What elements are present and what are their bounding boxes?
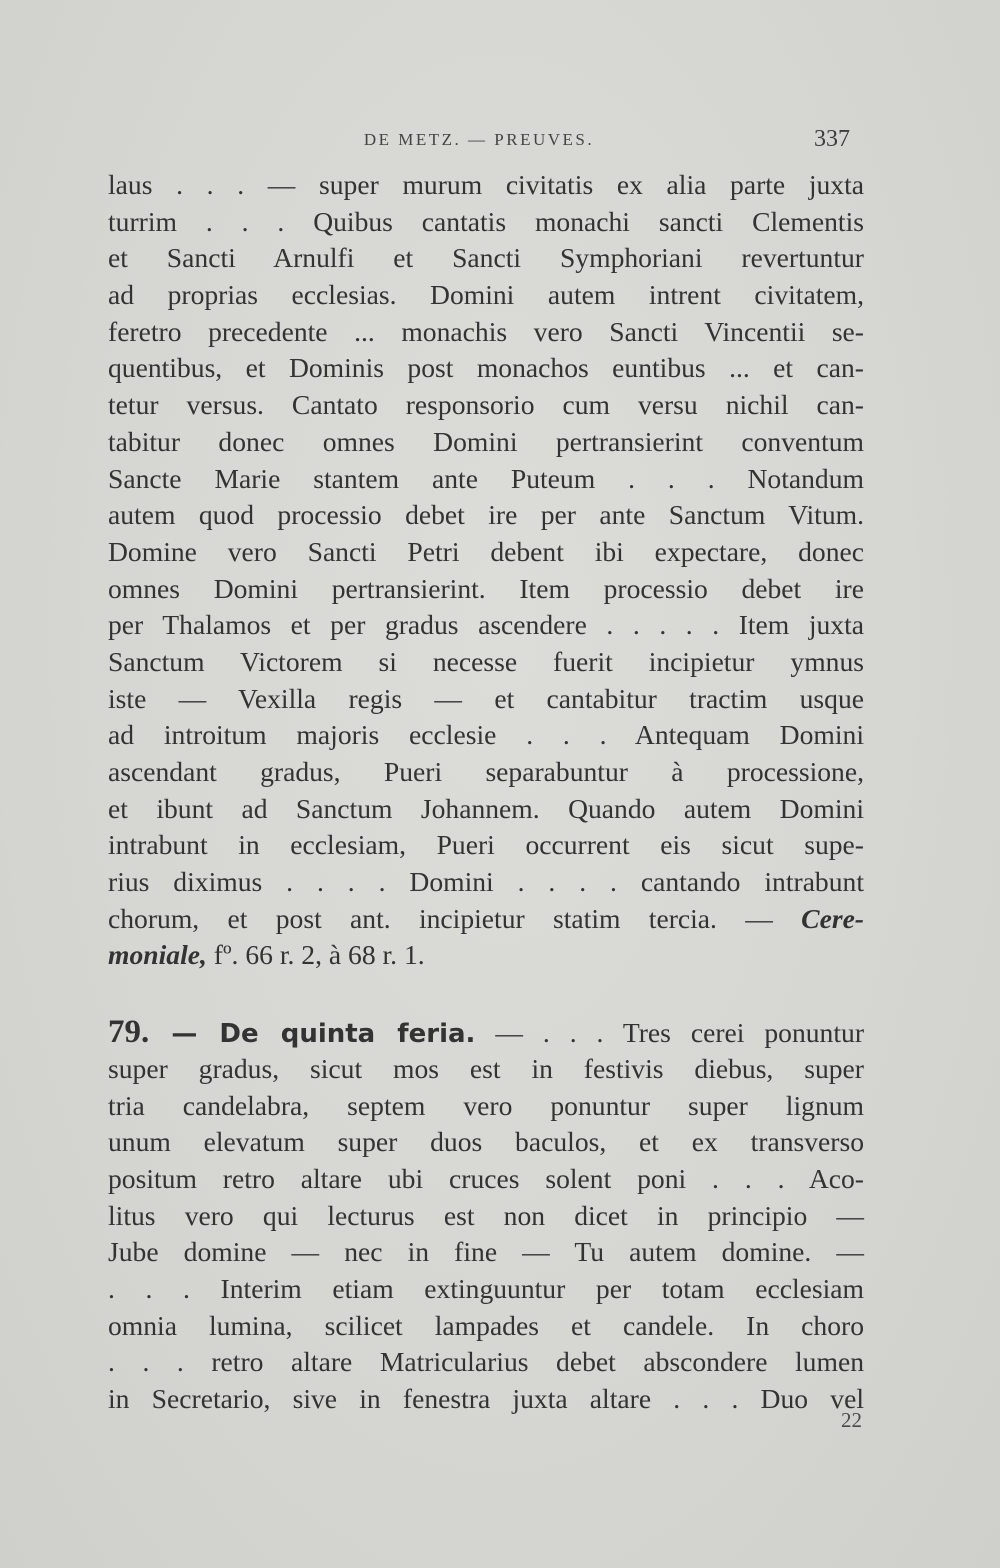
text-line-21: [108, 901, 864, 938]
text-line-15: iste — Vexilla regis — et cantabitur tractim usque: [108, 682, 864, 714]
section-number: 79.: [108, 1014, 150, 1051]
text-line-8: tabitur donec omnes Domini pertransierint conventum: [108, 425, 864, 457]
page-number: 337: [814, 126, 850, 152]
section-line-10: in Secretario, sive in fenestra juxta altare . . . Duo vel: [108, 1383, 864, 1414]
section-line-6: Jube domine — nec in fine — Tu autem domine. —: [108, 1236, 864, 1268]
text-line-12: omnes Domini pertransierint. Item processio debet ire: [108, 572, 864, 604]
text-line-4: ad proprias ecclesias. Domini autem intrent civitatem,: [108, 279, 864, 311]
section-title: — De quinta feria.: [149, 1019, 476, 1050]
text-line-7: tetur versus. Cantato responsorio cum versu nichil can-: [108, 389, 864, 421]
running-head: [108, 126, 850, 156]
text-line-20: rius diximus . . . . Domini . . . . cantando intrabunt: [108, 866, 864, 898]
text-line-21-roman: chorum, et post ant. incipietur statim tercia. —: [108, 902, 802, 934]
source-title-part-1: Cere-: [801, 902, 864, 934]
section-line-4: positum retro altare ubi cruces solent poni . . . Aco-: [108, 1162, 864, 1194]
text-line-22: [108, 937, 864, 974]
text-line-14: Sanctum Victorem si necesse fuerit incipietur ymnus: [108, 645, 864, 677]
section-first-line: — . . . Tres cerei ponuntur: [475, 1017, 865, 1049]
section-line-1: super gradus, sicut mos est in festivis diebus, super: [108, 1052, 864, 1084]
body-text: [108, 167, 864, 1418]
text-line-2: turrim . . . Quibus cantatis monachi sancti Clementis: [108, 205, 864, 237]
text-line-18: et ibunt ad Sanctum Johannem. Quando autem Domini: [108, 792, 864, 824]
text-line-16: ad introitum majoris ecclesie . . . Antequam Domini: [108, 719, 864, 751]
text-line-5: feretro precedente ... monachis vero Sancti Vincentii se-: [108, 315, 864, 347]
section-gap: [108, 974, 864, 1014]
text-line-9: Sancte Marie stantem ante Puteum . . . Notandum: [108, 462, 864, 494]
section-line-2: tria candelabra, septem vero ponuntur super lignum: [108, 1089, 864, 1121]
text-line-17: ascendant gradus, Pueri separabuntur à processione,: [108, 756, 864, 787]
text-line-1: laus . . . — super murum civitatis ex alia parte juxta: [108, 169, 864, 200]
section-line-7: . . . Interim etiam extinguuntur per totam ecclesiam: [108, 1272, 864, 1304]
text-line-19: intrabunt in ecclesiam, Pueri occurrent eis sicut supe-: [108, 829, 864, 861]
section-line-3: unum elevatum super duos baculos, et ex transverso: [108, 1126, 864, 1158]
source-title-part-2: moniale,: [108, 939, 207, 971]
running-title: DE METZ. — PREUVES.: [363, 130, 595, 149]
folio-reference: fº. 66 r. 2, à 68 r. 1.: [206, 939, 425, 971]
signature-mark: 22: [841, 1408, 862, 1432]
text-line-13: per Thalamos et per gradus ascendere . . . . . Item juxta: [108, 609, 864, 641]
text-line-11: Domine vero Sancti Petri debent ibi expectare, donec: [108, 535, 864, 567]
text-line-10: autem quod processio debet ire per ante Sanctum Vitum.: [108, 499, 864, 531]
section-line-9: . . . retro altare Matricularius debet abscondere lumen: [108, 1346, 864, 1378]
section-line-5: litus vero qui lecturus est non dicet in principio —: [108, 1199, 864, 1231]
text-line-6: quentibus, et Dominis post monachos euntibus ... et can-: [108, 352, 864, 384]
section-heading-line: [108, 1014, 864, 1051]
text-line-3: et Sancti Arnulfi et Sancti Symphoriani revertuntur: [108, 242, 864, 274]
section-line-8: omnia lumina, scilicet lampades et candele. In choro: [108, 1309, 864, 1341]
